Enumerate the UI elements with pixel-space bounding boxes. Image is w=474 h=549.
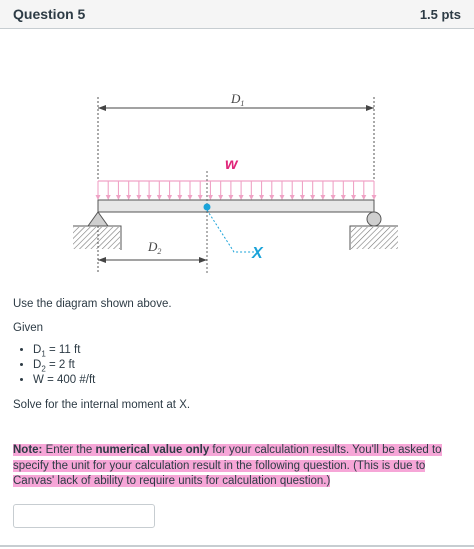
load-arrow-head [106,195,111,200]
load-arrow-head [167,195,172,200]
distributed-load-arrows [96,181,377,200]
load-arrow-head [269,195,274,200]
question-header [0,0,474,29]
load-arrow-head [157,195,162,200]
load-arrow-head [341,195,346,200]
note-emphasis: numerical value only [95,444,210,456]
beam-diagram [0,30,474,290]
question-title: Question 5 [13,6,86,22]
load-arrow-head [126,195,131,200]
load-arrow-head [239,195,244,200]
load-arrow-head [208,195,213,200]
load-arrow-head [249,195,254,200]
load-arrow-head [228,195,233,200]
ground-left-hatch [73,227,120,249]
given-list [13,343,95,388]
d1-arrow-right [366,105,374,111]
load-arrow-head [310,195,315,200]
load-arrow-head [300,195,305,200]
beam [98,200,374,212]
d2-arrow-left [98,257,106,263]
ground-right-hatch [351,227,398,249]
given-item-w: • W = 400 #/ft [33,373,95,388]
point-x-marker [204,204,211,211]
load-arrow-head [372,195,377,200]
load-arrow-head [351,195,356,200]
answer-input[interactable] [13,504,155,528]
load-arrow-head [136,195,141,200]
load-arrow-head [198,195,203,200]
pin-support [88,212,108,226]
load-arrow-head [116,195,121,200]
given-label: Given [13,322,44,334]
load-arrow-head [188,195,193,200]
d1-label: $D_1$ [231,91,245,108]
load-arrow-head [218,195,223,200]
given-item-d2: • $D_2 = 2$ ft [33,358,95,373]
note-text: Note: Enter the numerical value only for your calculation results. You'll be asked to specify the unit for your calculation result in the following question. (This is due to Canvas' lack of ability to require units for calculation question.) [13,444,442,487]
load-arrow-head [331,195,336,200]
x-label: X [252,245,263,262]
given-item-d1: • $D_1 = 11$ ft [33,343,95,358]
w-label: w [225,156,238,173]
question-bottom-border [0,545,474,547]
load-arrow-head [320,195,325,200]
d1-arrow-left [98,105,106,111]
d2-arrow-right [199,257,207,263]
load-arrow-head [147,195,152,200]
d2-label: $D_2$ [148,239,162,256]
intro-text: Use the diagram shown above. [13,298,172,310]
question-points: 1.5 pts [419,7,461,22]
x-leader-line [207,210,254,252]
instruction-text: Solve for the internal moment at X. [13,399,191,411]
note-label: Note: [13,444,43,456]
load-arrow-head [280,195,285,200]
load-arrow-head [259,195,264,200]
load-arrow-head [290,195,295,200]
load-arrow-head [361,195,366,200]
roller-support [367,212,381,226]
load-arrow-head [177,195,182,200]
load-arrow-head [96,195,101,200]
